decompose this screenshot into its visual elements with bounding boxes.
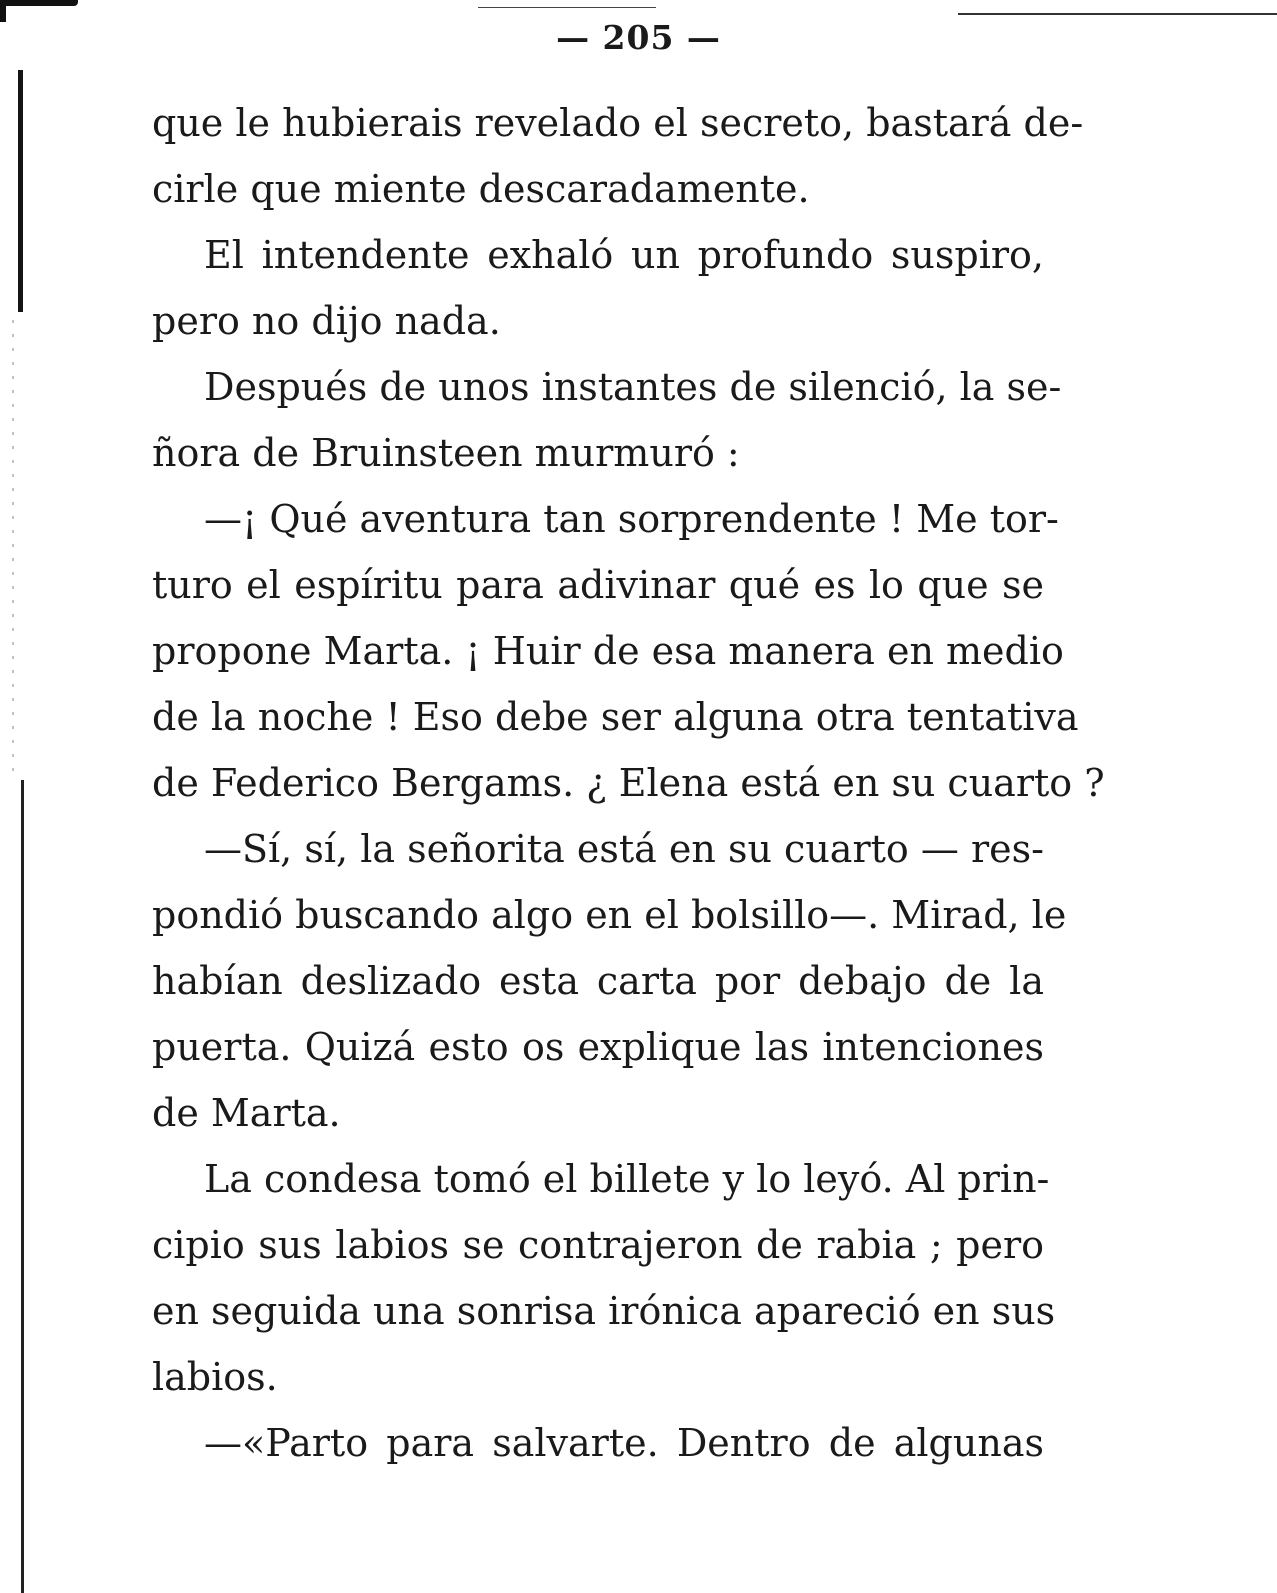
text-line: en seguida una sonrisa irónica apareció en sus [152,1289,1056,1333]
text-line: pero no dijo nada. [152,299,501,343]
scan-rule-top-center [478,7,656,8]
text-line: propone Marta. ¡ Huir de esa manera en medio [152,629,1064,673]
scan-rule-top-right [958,13,1277,15]
page-number: — 205 — [556,18,721,57]
scan-page-edge-left-lower [21,780,24,1593]
body-text [152,96,1105,1482]
text-line: —«Parto para salvarte. Dentro de algunas [204,1421,1044,1465]
text-line: de Marta. [152,1091,341,1135]
text-line: puerta. Quizá esto os explique las intenciones [152,1025,1044,1069]
text-line: —¡ Qué aventura tan sorprendente ! Me tor- [204,497,1059,541]
text-line: labios. [152,1355,278,1399]
text-line: de la noche ! Eso debe ser alguna otra tentativa [152,695,1079,739]
text-line: Después de unos instantes de silenció, la se- [204,365,1062,409]
text-line: que le hubierais revelado el secreto, bastará de- [152,101,1084,145]
text-line: turo el espíritu para adivinar qué es lo que se [152,563,1044,607]
scan-border-top-left [0,0,78,6]
text-line: La condesa tomó el billete y lo leyó. Al prin- [204,1157,1050,1201]
text-line: habían deslizado esta carta por debajo de la [152,959,1044,1003]
text-line: ñora de Bruinsteen murmuró : [152,431,740,475]
text-line: —Sí, sí, la señorita está en su cuarto — res- [204,827,1044,871]
text-line: El intendente exhaló un profundo suspiro, [204,233,1044,277]
scan-page-edge-specks [12,320,14,780]
text-line: pondió buscando algo en el bolsillo—. Mirad, le [152,893,1067,937]
text-line: de Federico Bergams. ¿ Elena está en su cuarto ? [152,761,1105,805]
text-line: cirle que miente descaradamente. [152,167,810,211]
text-line: cipio sus labios se contrajeron de rabia ; pero [152,1223,1044,1267]
scan-page-edge-left [18,70,23,312]
